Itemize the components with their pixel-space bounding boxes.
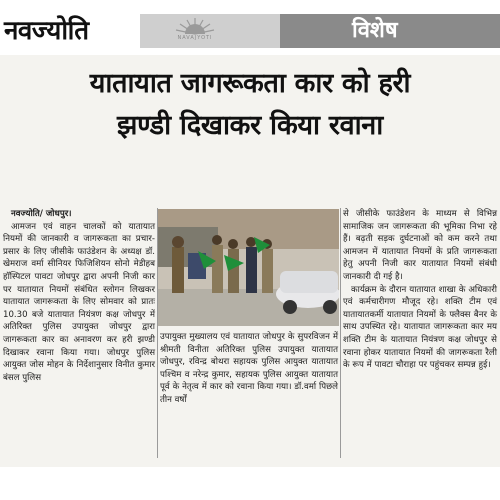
headline-line-2: झण्डी दिखाकर किया रवाना [117,110,383,141]
sun-logo-icon [160,14,230,48]
news-photo [158,209,339,326]
dateline: नवज्योति/ जोधपुर। [11,209,72,219]
paper-name: नवज्योति [0,14,144,48]
headline-line-1: यातायात जागरूकता कार को हरी [89,68,411,99]
logo-text: NAVAJYOTI [177,35,213,41]
article-column-left [3,208,155,384]
article-text-middle: उपायुक्त मुख्यालय एवं यातायात जोधपुर के सुपरविजन में श्रीमती विनीता अतिरिक्त पुलिस उपायुक्त यातायात जोधपुर, रविन्द्र बोथरा सहायक पुलिस आयुक्त यातायात पश्चिम व नरेन्द्र कुमार, सहायक पुलिस आयुक्त यातायात पूर्व के नेतृत्व में कार को रवाना किया गया। डॉ.वर्मा पिछले तीन वर्षों [160,332,338,405]
article-text-right-2: कार्यक्रम के दौरान यातायात शाखा के अधिकारी एवं कर्मचारीगण मौजूद रहे। शक्ति टीम एवं यातायातकर्मी यातायात नियमों के फ्लैक्स बैनर के साथ उपस्थित रहे। यातायात जागरूकता कार मय शक्ति टीम के यातायात नियंत्रण कक्ष जोधपुर से रवाना होकर यातायात नियमों की जागरूकता रैली के रूप में पावटा चौराहा पर पहुंचकर सम्पन्न हुई। [343,284,497,371]
article-column-right [343,208,497,372]
article-text-right-1: से जीसीके फाउंडेशन के माध्यम से विभिन्न सामाजिक जन जागरूकता की भूमिका निभा रहे हैं। बढ़ती सड़क दुर्घटनाओं को कम करने तथा आमजन में यातायात नियमों के प्रति जागरूकता हेतु अपनी निजी कार यातायात नियमों संबंधी जानकारी दी गई है। [343,209,497,282]
photo-scene [158,209,339,326]
section-label: विशेष [352,18,398,43]
article-text-left: आमजन एवं वाहन चालकों को यातायात नियमों की जानकारी व जागरूकता का प्रचार-प्रसार के लिए जीसीके फाउंडेशन के अध्यक्ष डॉ. खेमराज वर्मा सीनियर फिजिशियन सोनो मेडीहब हॉस्पिटल पावटा जोधपुर द्वारा अपनी निजी कार पर यातायात नियमों संबंधित स्लोगन लिखकर यातायात जागरूकता के लिए सोमवार को प्रातः 10.30 बजे यातायात नियंत्रण कक्ष जोधपुर में अतिरिक्त पुलिस उपायुक्त जोधपुर द्वारा जागरूकता कार का अनावरण कर हरी झण्डी दिखाकर रवाना किया गया। जोधपुर पुलिस आयुक्त जोस मोहन के निर्देशानुसार विनीत कुमार बंसल पुलिस [3,221,155,383]
article-column-middle [160,331,338,407]
column-divider-right [340,208,341,458]
